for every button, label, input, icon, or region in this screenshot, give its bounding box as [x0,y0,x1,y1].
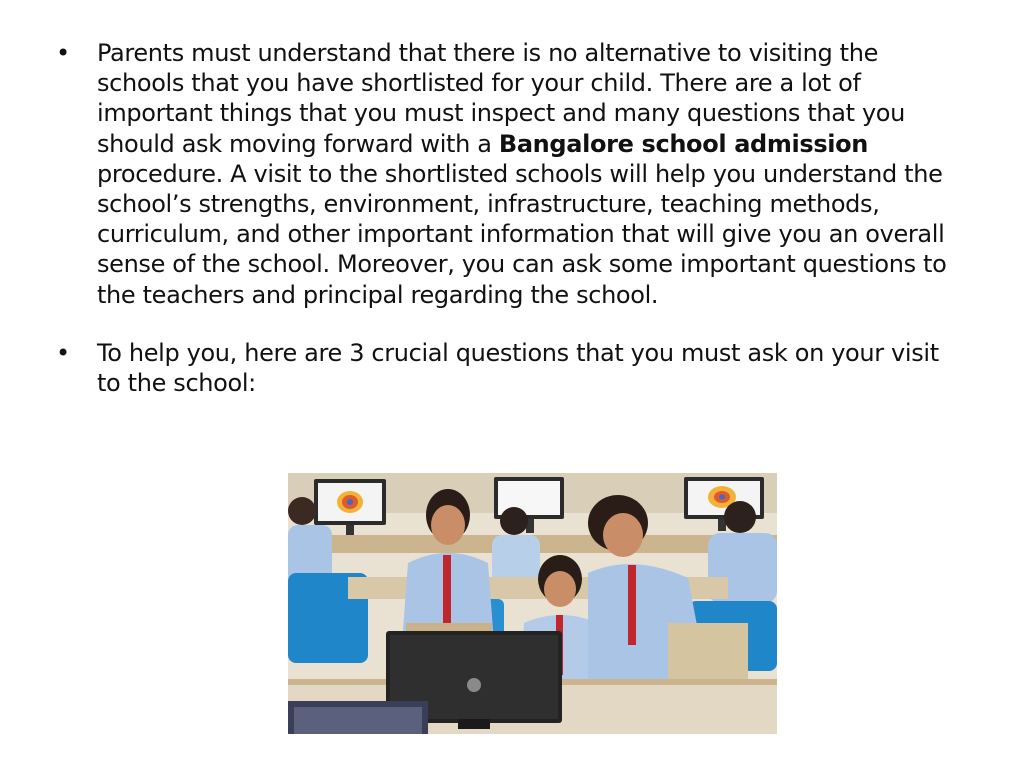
bullet-text-part-2: procedure. A visit to the shortlisted schools will help you understand the school’s strengths, environment, infrastructure, teaching methods, curriculum, and other important information that will give you an overall sense of the school. Moreover, you can ask some important questions to the teachers and principal regarding the school. [97,159,947,309]
bullet-text: To help you, here are 3 crucial questions that you must ask on your visit to the school: [97,338,939,398]
bullet-text-part-1: Parents must understand that there is no alternative to visiting the schools that you have shortlisted for your child. There are a lot of important things that you must inspect and many questions that you should ask moving forward with a [97,39,906,158]
bullet-dot: • [56,39,70,67]
classroom-photo [288,473,777,734]
bullet-dot: • [56,338,70,367]
bullet-text-bold-keyword: Bangalore school admission [498,129,869,158]
bullet-list [56,38,956,426]
bullet-item-crucial-questions [56,338,956,398]
bullet-item-visit-schools [56,38,956,310]
classroom-photo-illustration [288,473,777,734]
